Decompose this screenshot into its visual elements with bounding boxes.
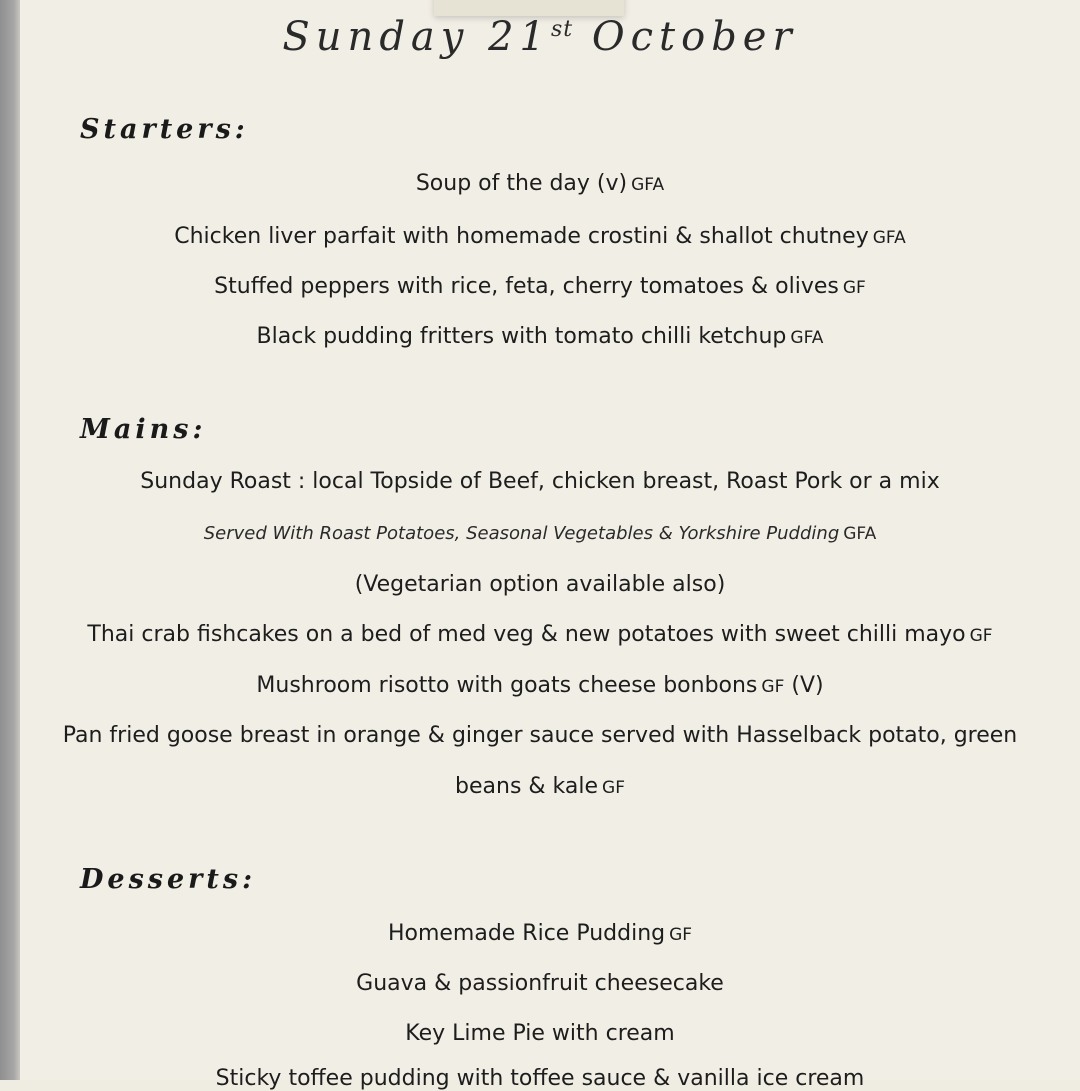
menu-item xyxy=(0,971,1080,996)
title-month: October xyxy=(591,14,798,60)
menu-item xyxy=(0,274,1080,299)
item-text: beans & kale xyxy=(455,774,599,799)
vegetarian-note xyxy=(0,572,1080,597)
item-text: (Vegetarian option available also) xyxy=(354,572,726,597)
item-text: Soup of the day (v) xyxy=(415,171,628,196)
dietary-tag: GF xyxy=(602,778,625,798)
title-suffix: st xyxy=(550,17,574,42)
item-text: Pan fried goose breast in orange & ginger sauce served with Hasselback potato, green xyxy=(62,723,1018,748)
item-text: Sunday Roast : local Topside of Beef, chicken breast, Roast Pork or a mix xyxy=(140,469,940,494)
item-text: Mushroom risotto with goats cheese bonbons xyxy=(256,673,758,698)
menu-item xyxy=(0,921,1080,946)
item-text: Guava & passionfruit cheesecake xyxy=(356,971,724,996)
item-text: Sticky toffee pudding with toffee sauce & vanilla ice cream xyxy=(215,1066,865,1091)
mains-heading: Mains: xyxy=(80,414,207,445)
menu-item-cutoff xyxy=(0,1066,1080,1091)
dietary-tag: GF xyxy=(669,925,693,945)
item-text: Black pudding fritters with tomato chilli ketchup xyxy=(256,324,787,349)
dietary-tag: GFA xyxy=(790,328,824,348)
roast-accompaniments xyxy=(0,523,1080,544)
dietary-tag: GF xyxy=(969,626,993,646)
item-subtext: Served With Roast Potatoes, Seasonal Vegetables & Yorkshire Pudding xyxy=(203,523,840,544)
dietary-tag: GF xyxy=(842,278,866,298)
menu-date-title xyxy=(0,2,1080,65)
item-text: Homemade Rice Pudding xyxy=(387,921,666,946)
item-text: Key Lime Pie with cream xyxy=(405,1021,675,1046)
menu-item-roast xyxy=(0,469,1080,494)
menu-item xyxy=(0,1021,1080,1046)
item-text: Stuffed peppers with rice, feta, cherry tomatoes & olives xyxy=(214,274,839,299)
menu-item xyxy=(0,723,1080,748)
menu-item xyxy=(0,171,1080,196)
dietary-tag: GFA xyxy=(843,524,877,544)
menu-item xyxy=(0,224,1080,249)
menu-item xyxy=(0,622,1080,647)
desserts-heading: Desserts: xyxy=(80,864,257,895)
dietary-tag: GFA xyxy=(631,175,665,195)
dietary-tag: GF xyxy=(761,677,785,697)
menu-item-continued xyxy=(0,774,1080,799)
menu-item xyxy=(0,324,1080,349)
dietary-tag: GFA xyxy=(872,228,906,248)
item-text: Thai crab fishcakes on a bed of med veg & new potatoes with sweet chilli mayo xyxy=(87,622,966,647)
menu-item xyxy=(0,673,1080,698)
starters-heading: Starters: xyxy=(80,114,249,145)
title-day: Sunday 21 xyxy=(282,14,551,60)
vegetarian-mark: (V) xyxy=(791,673,824,698)
item-text: Chicken liver parfait with homemade crostini & shallot chutney xyxy=(174,224,869,249)
